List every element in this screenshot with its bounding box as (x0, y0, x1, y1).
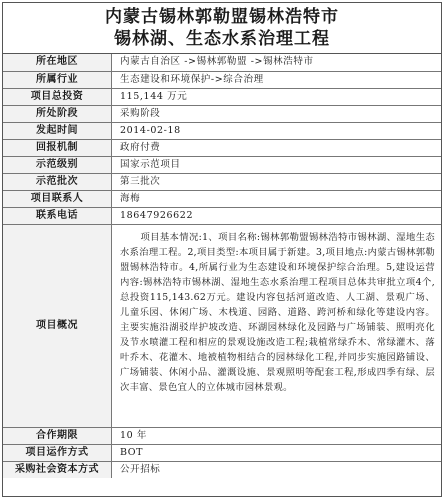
label-start-date: 发起时间 (3, 122, 112, 139)
row-region (3, 54, 441, 71)
title-line-1: 内蒙古锡林郭勒盟锡林浩特市 (105, 7, 339, 27)
label-return-mechanism: 回报机制 (3, 139, 112, 156)
project-info-table (3, 54, 441, 478)
row-cooperation-term (3, 427, 441, 444)
value-return-mechanism: 政府付费 (112, 139, 442, 156)
title-line-2: 锡林湖、生态水系治理工程 (114, 29, 330, 49)
label-phone: 联系电话 (3, 207, 112, 224)
row-demo-level (3, 156, 441, 173)
project-info-sheet (2, 2, 442, 497)
label-overview: 项目概况 (3, 224, 112, 427)
value-region: 内蒙古自治区 ->锡林郭勒盟 ->锡林浩特市 (120, 56, 314, 68)
row-return-mechanism (3, 139, 441, 156)
value-industry: 生态建设和环境保护->综合治理 (112, 71, 442, 88)
label-demo-batch: 示范批次 (3, 173, 112, 190)
row-stage (3, 105, 441, 122)
value-stage: 采购阶段 (112, 105, 442, 122)
row-operation-mode (3, 444, 441, 461)
value-demo-batch: 第三批次 (112, 173, 442, 190)
value-procurement-method: 公开招标 (112, 461, 442, 478)
row-phone (3, 207, 441, 224)
label-region: 所在地区 (3, 54, 112, 71)
label-investment: 项目总投资 (3, 88, 112, 105)
label-industry: 所属行业 (3, 71, 112, 88)
row-procurement-method (3, 461, 441, 478)
row-overview (3, 224, 441, 427)
label-operation-mode: 项目运作方式 (3, 444, 112, 461)
value-overview: 项目基本情况:1、项目名称:锡林郭勒盟锡林浩特市锡林湖、湿地生态水系治理工程。2,项目类型:本项目属于新建。3,项目地点:内蒙古锡林郭勒盟锡林浩特市。4,所属行业为生态建设和环境保护综合治理。5,建设运营内容:锡林浩特市锡林湖、湿地生态水系治理工程项目总体共审批立项4个,总投资115,143.62万元。建设内容包括河道改造、人工湖、景观广场、儿童乐园、休闲广场、木栈道、园路、道路、跨河桥和绿化等建设内容。主要实施沿湖驳岸护坡改造、环湖园林绿化及园路与广场铺装、照明亮化及节水喷灌工程和相应的景观设施改造工程;栽植常绿乔木、常绿灌木、落叶乔木、花灌木、地被植物相结合的园林绿化工程,并同步实施园路铺设、广场铺装、休闲小品、灌溉设施、景观照明等配套工程,形成四季有绿、层次丰富、景色宜人的立体城市园林景观。 (112, 224, 442, 427)
row-start-date (3, 122, 441, 139)
value-phone: 18647926622 (112, 207, 442, 224)
label-contact: 项目联系人 (3, 190, 112, 207)
label-demo-level: 示范级别 (3, 156, 112, 173)
value-cooperation-term: 10 年 (112, 427, 442, 444)
value-operation-mode: BOT (112, 444, 442, 461)
label-procurement-method: 采购社会资本方式 (3, 461, 112, 478)
sheet-title (3, 3, 441, 54)
row-investment (3, 88, 441, 105)
value-start-date: 2014-02-18 (112, 122, 442, 139)
value-demo-level: 国家示范项目 (112, 156, 442, 173)
label-stage: 所处阶段 (3, 105, 112, 122)
row-industry (3, 71, 441, 88)
label-cooperation-term: 合作期限 (3, 427, 112, 444)
row-contact (3, 190, 441, 207)
row-demo-batch (3, 173, 441, 190)
value-investment: 115,144 万元 (112, 88, 442, 105)
value-contact: 海梅 (112, 190, 442, 207)
